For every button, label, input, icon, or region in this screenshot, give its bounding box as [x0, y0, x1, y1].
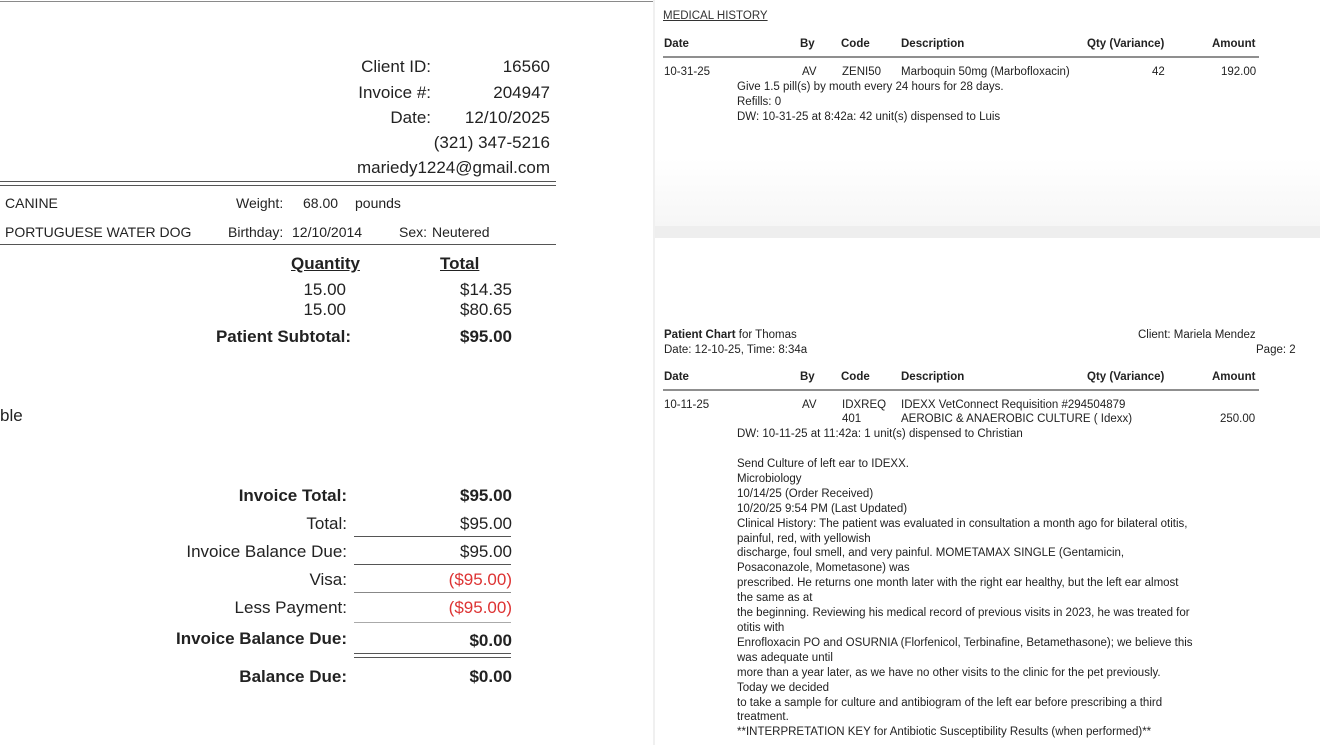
client-phone: (321) 347-5216 [433, 133, 550, 152]
col-date: Date [664, 38, 689, 50]
row-description: IDEXX VetConnect Requisition #294504879 [901, 399, 1126, 411]
row-description-2: AEROBIC & ANAEROBIC CULTURE ( Idexx) [901, 413, 1133, 425]
total-label: Total: [306, 514, 347, 533]
weight-label: Weight: [236, 195, 284, 211]
balance-due-label: Balance Due: [239, 667, 347, 686]
row-code-2: 401 [842, 413, 862, 425]
note-line: Microbiology [737, 472, 802, 485]
weight-value: 68.00 [303, 195, 339, 211]
line-total: $80.65 [460, 300, 512, 319]
note-line: to take a sample for culture and antibiogram of the left ear before prescribing a third [737, 696, 1163, 709]
header-rule [663, 389, 1259, 391]
invoice-balance-due-label: Invoice Balance Due: [186, 542, 347, 561]
divider [0, 181, 556, 182]
invoice-total-label: Invoice Total: [238, 486, 347, 505]
col-qty: Qty (Variance) [1087, 38, 1165, 50]
header-rule [663, 56, 1259, 58]
col-date: Date [664, 371, 689, 383]
row-note: DW: 10-31-25 at 8:42a: 42 unit(s) dispensed to Luis [737, 111, 1001, 123]
note-line: was adequate until [737, 651, 833, 664]
chart-title [664, 329, 797, 341]
birthday-label: Birthday: [228, 224, 284, 240]
clinical-notes [737, 457, 1257, 740]
col-code: Code [841, 371, 870, 383]
divider [0, 244, 556, 245]
double-underline [354, 653, 511, 654]
invoice-total-value: $95.00 [460, 486, 512, 505]
note-line: 10/14/25 (Order Received) [737, 487, 874, 500]
quantity-column-header: Quantity [291, 254, 360, 273]
total-column-header: Total [440, 254, 480, 273]
chart-date-time: Date: 12-10-25, Time: 8:34a [664, 344, 808, 356]
underline [354, 536, 511, 537]
note-line: the beginning. Reviewing his medical record of previous visits in 2023, he was treated for [737, 607, 1190, 620]
less-payment-value: ($95.00) [448, 598, 512, 617]
note-line: Posaconazole, Mometasone) was [737, 562, 910, 575]
truncated-text: ble [0, 406, 23, 425]
note-line: treatment. [737, 711, 789, 724]
row-by: AV [802, 399, 817, 411]
invoice-date-label: Date: [390, 108, 431, 127]
row-date: 10-31-25 [664, 66, 711, 78]
col-description: Description [901, 38, 965, 50]
chart-title-patient: for Thomas [735, 329, 797, 341]
page-number: Page: 2 [1256, 344, 1296, 356]
note-line: discharge, foul smell, and very painful. MOMETAMAX SINGLE (Gentamicin, [737, 547, 1125, 560]
balance-due-value: $0.00 [469, 667, 512, 686]
final-invoice-balance-due-label: Invoice Balance Due: [175, 629, 347, 648]
row-note: Give 1.5 pill(s) by mouth every 24 hours for 28 days. [737, 81, 1004, 93]
note-line: prescribed. He returns one month later with the right ear healthy, but the left ear almost [737, 577, 1179, 590]
chart-client: Client: Mariela Mendez [1138, 329, 1256, 341]
patient-subtotal-label: Patient Subtotal: [215, 327, 351, 346]
note-line: painful, red, with yellowish [737, 532, 871, 545]
weight-unit: pounds [355, 195, 401, 211]
row-by: AV [802, 66, 817, 78]
note-line: **INTERPRETATION KEY for Antibiotic Susceptibility Results (when performed)** [737, 726, 1152, 739]
client-email: mariedy1224@gmail.com [356, 158, 550, 177]
client-id-label: Client ID: [361, 57, 431, 76]
page-separator [655, 226, 1320, 238]
note-line: the same as at [737, 592, 813, 605]
client-id-value: 16560 [502, 57, 550, 76]
line-quantity: 15.00 [303, 300, 346, 319]
final-invoice-balance-due-value: $0.00 [469, 631, 512, 650]
col-by: By [800, 371, 815, 383]
invoice-number-value: 204947 [493, 83, 550, 102]
note-line: 10/20/25 9:54 PM (Last Updated) [737, 502, 908, 515]
line-quantity: 15.00 [303, 280, 346, 299]
row-qty: 42 [1152, 66, 1165, 78]
row-dispensed: DW: 10-11-25 at 11:42a: 1 unit(s) dispensed to Christian [737, 428, 1023, 440]
row-code: ZENI50 [842, 66, 881, 78]
col-description: Description [901, 371, 965, 383]
species: CANINE [5, 195, 58, 211]
total-value: $95.00 [460, 514, 512, 533]
row-amount: 250.00 [1220, 413, 1256, 425]
chart-title-bold: Patient Chart [664, 329, 736, 341]
invoice-balance-due-value: $95.00 [460, 542, 512, 561]
note-line: more than a year later, as we have no other visits to the clinic for the pet previously. [737, 666, 1161, 679]
row-note: Refills: 0 [737, 96, 782, 108]
note-line: Clinical History: The patient was evaluated in consultation a month ago for bilateral otitis, [737, 517, 1188, 530]
sex-label: Sex: [399, 224, 428, 240]
breed: PORTUGUESE WATER DOG [5, 224, 192, 240]
visa-value: ($95.00) [448, 570, 512, 589]
row-description: Marboquin 50mg (Marbofloxacin) [901, 66, 1070, 78]
underline [354, 592, 511, 593]
double-underline [354, 657, 511, 658]
birthday-value: 12/10/2014 [292, 224, 363, 240]
invoice-date-value: 12/10/2025 [464, 108, 550, 127]
row-amount: 192.00 [1221, 66, 1257, 78]
invoice-number-label: Invoice #: [358, 83, 431, 102]
sex-value: Neutered [432, 224, 490, 240]
section-title: MEDICAL HISTORY [663, 10, 768, 22]
col-by: By [800, 38, 815, 50]
note-line: Today we decided [737, 681, 830, 694]
underline [354, 564, 511, 565]
divider [0, 185, 556, 186]
row-code: IDXREQ [842, 399, 887, 411]
less-payment-label: Less Payment: [234, 598, 347, 617]
col-amount: Amount [1212, 371, 1256, 383]
col-amount: Amount [1212, 38, 1256, 50]
col-code: Code [841, 38, 870, 50]
line-total: $14.35 [460, 280, 512, 299]
visa-label: Visa: [309, 570, 347, 589]
note-line: otitis with [737, 621, 785, 634]
row-date: 10-11-25 [664, 399, 710, 411]
invoice-page [0, 0, 560, 745]
col-qty: Qty (Variance) [1087, 371, 1165, 383]
patient-subtotal-value: $95.00 [460, 327, 512, 346]
note-line: Send Culture of left ear to IDEXX. [737, 458, 909, 470]
note-line: Enrofloxacin PO and OSURNIA (Florfenicol, Terbinafine, Betamethasone); we believe this [737, 636, 1193, 649]
underline [354, 622, 511, 623]
